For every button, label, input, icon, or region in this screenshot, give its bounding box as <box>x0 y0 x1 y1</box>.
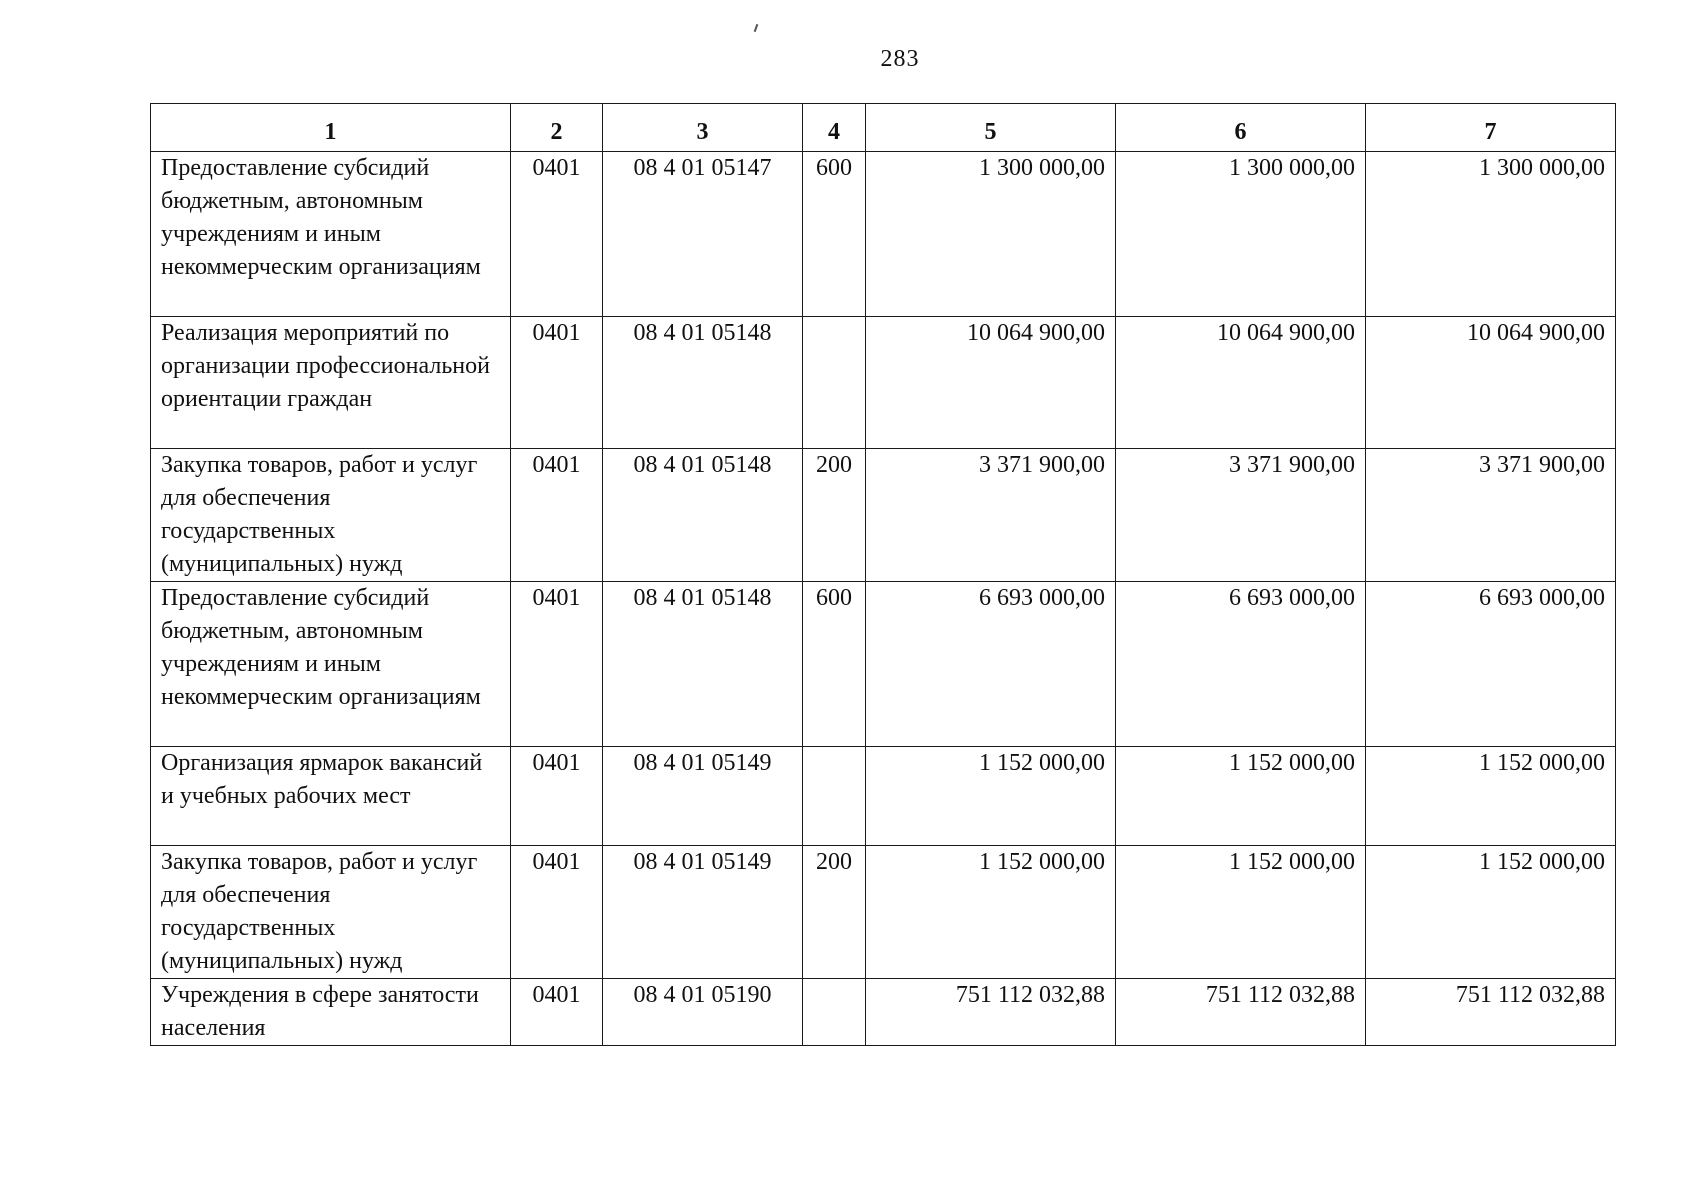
page-number: 283 <box>880 46 920 72</box>
row-value-6: 1 300 000,00 <box>1116 152 1366 317</box>
row-value-5: 1 152 000,00 <box>866 846 1116 979</box>
row-name: Реализация мероприятий по организации профессиональной ориентации граждан <box>151 317 511 449</box>
table-row <box>151 152 1616 317</box>
table-row <box>151 979 1616 1046</box>
row-section: 0401 <box>511 846 603 979</box>
table-row <box>151 317 1616 449</box>
row-value-7: 6 693 000,00 <box>1366 582 1616 747</box>
row-target: 08 4 01 05147 <box>603 152 803 317</box>
header-col-7: 7 <box>1366 104 1616 152</box>
row-name: Закупка товаров, работ и услуг для обеспечения государственных (муниципальных) нужд <box>151 846 511 979</box>
row-name: Предоставление субсидий бюджетным, автономным учреждениям и иным некоммерческим организациям <box>151 152 511 317</box>
row-target: 08 4 01 05148 <box>603 317 803 449</box>
row-value-5: 6 693 000,00 <box>866 582 1116 747</box>
row-value-6: 1 152 000,00 <box>1116 747 1366 846</box>
row-value-7: 751 112 032,88 <box>1366 979 1616 1046</box>
row-name: Закупка товаров, работ и услуг для обеспечения государственных (муниципальных) нужд <box>151 449 511 582</box>
row-section: 0401 <box>511 449 603 582</box>
row-target: 08 4 01 05190 <box>603 979 803 1046</box>
header-col-4: 4 <box>803 104 866 152</box>
row-value-6: 10 064 900,00 <box>1116 317 1366 449</box>
row-value-5: 1 300 000,00 <box>866 152 1116 317</box>
row-value-5: 3 371 900,00 <box>866 449 1116 582</box>
row-kind: 200 <box>803 449 866 582</box>
row-kind: 600 <box>803 152 866 317</box>
row-kind: 600 <box>803 582 866 747</box>
table-row <box>151 747 1616 846</box>
row-value-7: 1 152 000,00 <box>1366 747 1616 846</box>
row-section: 0401 <box>511 747 603 846</box>
row-kind <box>803 747 866 846</box>
row-value-6: 3 371 900,00 <box>1116 449 1366 582</box>
row-section: 0401 <box>511 979 603 1046</box>
row-name: Организация ярмарок вакансий и учебных рабочих мест <box>151 747 511 846</box>
row-value-5: 751 112 032,88 <box>866 979 1116 1046</box>
row-value-5: 10 064 900,00 <box>866 317 1116 449</box>
row-value-7: 3 371 900,00 <box>1366 449 1616 582</box>
row-value-5: 1 152 000,00 <box>866 747 1116 846</box>
row-value-6: 6 693 000,00 <box>1116 582 1366 747</box>
row-value-7: 1 300 000,00 <box>1366 152 1616 317</box>
header-col-3: 3 <box>603 104 803 152</box>
header-col-2: 2 <box>511 104 603 152</box>
row-value-6: 1 152 000,00 <box>1116 846 1366 979</box>
header-col-1: 1 <box>151 104 511 152</box>
budget-table <box>150 103 1616 1046</box>
row-value-6: 751 112 032,88 <box>1116 979 1366 1046</box>
row-target: 08 4 01 05148 <box>603 449 803 582</box>
row-name: Учреждения в сфере занятости населения <box>151 979 511 1046</box>
table-row <box>151 846 1616 979</box>
row-value-7: 10 064 900,00 <box>1366 317 1616 449</box>
header-row <box>151 104 1616 152</box>
row-kind: 200 <box>803 846 866 979</box>
row-section: 0401 <box>511 152 603 317</box>
row-section: 0401 <box>511 582 603 747</box>
row-value-7: 1 152 000,00 <box>1366 846 1616 979</box>
row-section: 0401 <box>511 317 603 449</box>
table-header <box>151 104 1616 152</box>
header-col-5: 5 <box>866 104 1116 152</box>
row-target: 08 4 01 05149 <box>603 747 803 846</box>
row-target: 08 4 01 05149 <box>603 846 803 979</box>
table-row <box>151 582 1616 747</box>
row-kind <box>803 317 866 449</box>
table-body <box>151 152 1616 1046</box>
header-col-6: 6 <box>1116 104 1366 152</box>
row-kind <box>803 979 866 1046</box>
row-name: Предоставление субсидий бюджетным, автономным учреждениям и иным некоммерческим организациям <box>151 582 511 747</box>
table-row <box>151 449 1616 582</box>
scan-artifact <box>754 24 759 32</box>
row-target: 08 4 01 05148 <box>603 582 803 747</box>
